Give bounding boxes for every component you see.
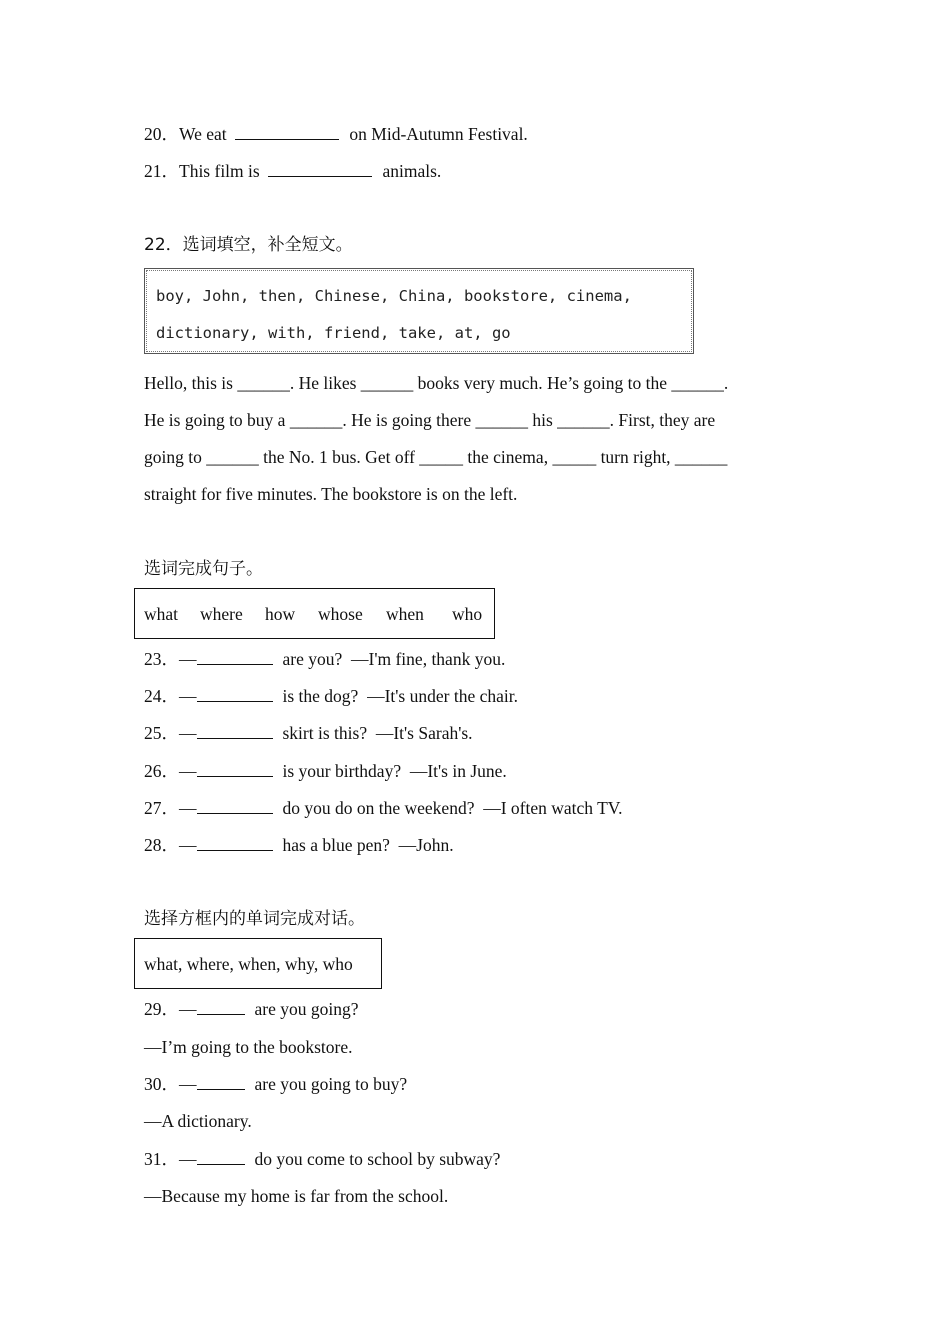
word-choice: when xyxy=(386,604,424,624)
question-number: 27． xyxy=(144,798,179,818)
question-text: has a blue pen? xyxy=(282,835,390,855)
question-30 xyxy=(144,1073,407,1095)
question-20 xyxy=(144,123,528,145)
question-text: skirt is this? xyxy=(282,723,368,743)
word-bank-line-2: dictionary, with, friend, take, at, go xyxy=(156,324,511,342)
question-number: 26． xyxy=(144,761,179,781)
answer-blank[interactable] xyxy=(235,123,339,140)
question-text: This film is xyxy=(179,161,260,181)
dash: — xyxy=(179,835,197,855)
question-31 xyxy=(144,1148,500,1170)
question-21 xyxy=(144,160,441,182)
dash: — xyxy=(179,649,197,669)
answer-blank[interactable] xyxy=(197,834,273,851)
word-choice: who xyxy=(452,604,483,624)
question-number: 21． xyxy=(144,161,179,181)
question-text: We eat xyxy=(179,124,227,144)
dash: — xyxy=(179,1074,197,1094)
dash: — xyxy=(179,999,197,1019)
answer-29: —I’m going to the bookstore. xyxy=(144,1037,353,1057)
answer-blank[interactable] xyxy=(197,1148,245,1165)
passage-line: going to ______ the No. 1 bus. Get off _____ the cinema, _____ turn right, ______ xyxy=(144,447,728,467)
question-23 xyxy=(144,648,505,670)
question-number: 20． xyxy=(144,124,179,144)
question-28 xyxy=(144,834,454,856)
question-24 xyxy=(144,685,518,707)
answer-blank[interactable] xyxy=(268,160,372,177)
answer-text: —John. xyxy=(398,835,454,855)
question-number: 31． xyxy=(144,1149,179,1169)
dash: — xyxy=(179,1149,197,1169)
word-choice: where xyxy=(200,604,243,624)
question-29 xyxy=(144,998,359,1020)
answer-text: —I'm fine, thank you. xyxy=(351,649,506,669)
word-choice: whose xyxy=(318,604,363,624)
answer-text: —It's under the chair. xyxy=(367,686,518,706)
answer-blank[interactable] xyxy=(197,797,273,814)
dash: — xyxy=(179,723,197,743)
question-text: is the dog? xyxy=(282,686,359,706)
question-text: animals. xyxy=(382,161,442,181)
word-choice-box xyxy=(134,938,382,989)
word-choice-list: what, where, when, why, who xyxy=(144,954,353,974)
question-text: are you? xyxy=(282,649,343,669)
question-number: 29． xyxy=(144,999,179,1019)
dash: — xyxy=(179,798,197,818)
answer-blank[interactable] xyxy=(197,760,273,777)
section-3-heading: 选择方框内的单词完成对话。 xyxy=(144,909,365,929)
question-number: 28． xyxy=(144,835,179,855)
answer-text: —It's in June. xyxy=(409,761,507,781)
question-number: 23． xyxy=(144,649,179,669)
word-choice: how xyxy=(265,604,296,624)
answer-blank[interactable] xyxy=(197,1073,245,1090)
answer-text: —I often watch TV. xyxy=(483,798,623,818)
word-bank-line-1: boy, John, then, Chinese, China, bookstore, cinema, xyxy=(156,287,632,305)
answer-blank[interactable] xyxy=(197,648,273,665)
question-text: is your birthday? xyxy=(282,761,402,781)
dash: — xyxy=(179,761,197,781)
answer-blank[interactable] xyxy=(197,722,273,739)
word-choice: what xyxy=(144,604,179,624)
question-text: on Mid-Autumn Festival. xyxy=(349,124,528,144)
passage-line: He is going to buy a ______. He is going there ______ his ______. First, they are xyxy=(144,410,716,430)
question-number: 30． xyxy=(144,1074,179,1094)
question-text: do you do on the weekend? xyxy=(282,798,475,818)
word-bank-box xyxy=(144,268,694,354)
answer-text: —It's Sarah's. xyxy=(375,723,473,743)
word-choice-box xyxy=(134,588,495,639)
question-number: 25． xyxy=(144,723,179,743)
question-text: are you going? xyxy=(254,999,359,1019)
question-26 xyxy=(144,760,507,782)
answer-blank[interactable] xyxy=(197,685,273,702)
answer-30: —A dictionary. xyxy=(144,1111,252,1131)
answer-31: —Because my home is far from the school. xyxy=(144,1186,449,1206)
question-text: do you come to school by subway? xyxy=(254,1149,501,1169)
question-22-heading: 22．选词填空，补全短文。 xyxy=(144,235,353,255)
passage-line: Hello, this is ______. He likes ______ books very much. He’s going to the ______. xyxy=(144,373,729,393)
question-27 xyxy=(144,797,623,819)
question-text: are you going to buy? xyxy=(254,1074,408,1094)
dash: — xyxy=(179,686,197,706)
passage-line: straight for five minutes. The bookstore is on the left. xyxy=(144,484,518,504)
section-2-heading: 选词完成句子。 xyxy=(144,559,263,579)
answer-blank[interactable] xyxy=(197,998,245,1015)
question-number: 24． xyxy=(144,686,179,706)
question-25 xyxy=(144,722,473,744)
